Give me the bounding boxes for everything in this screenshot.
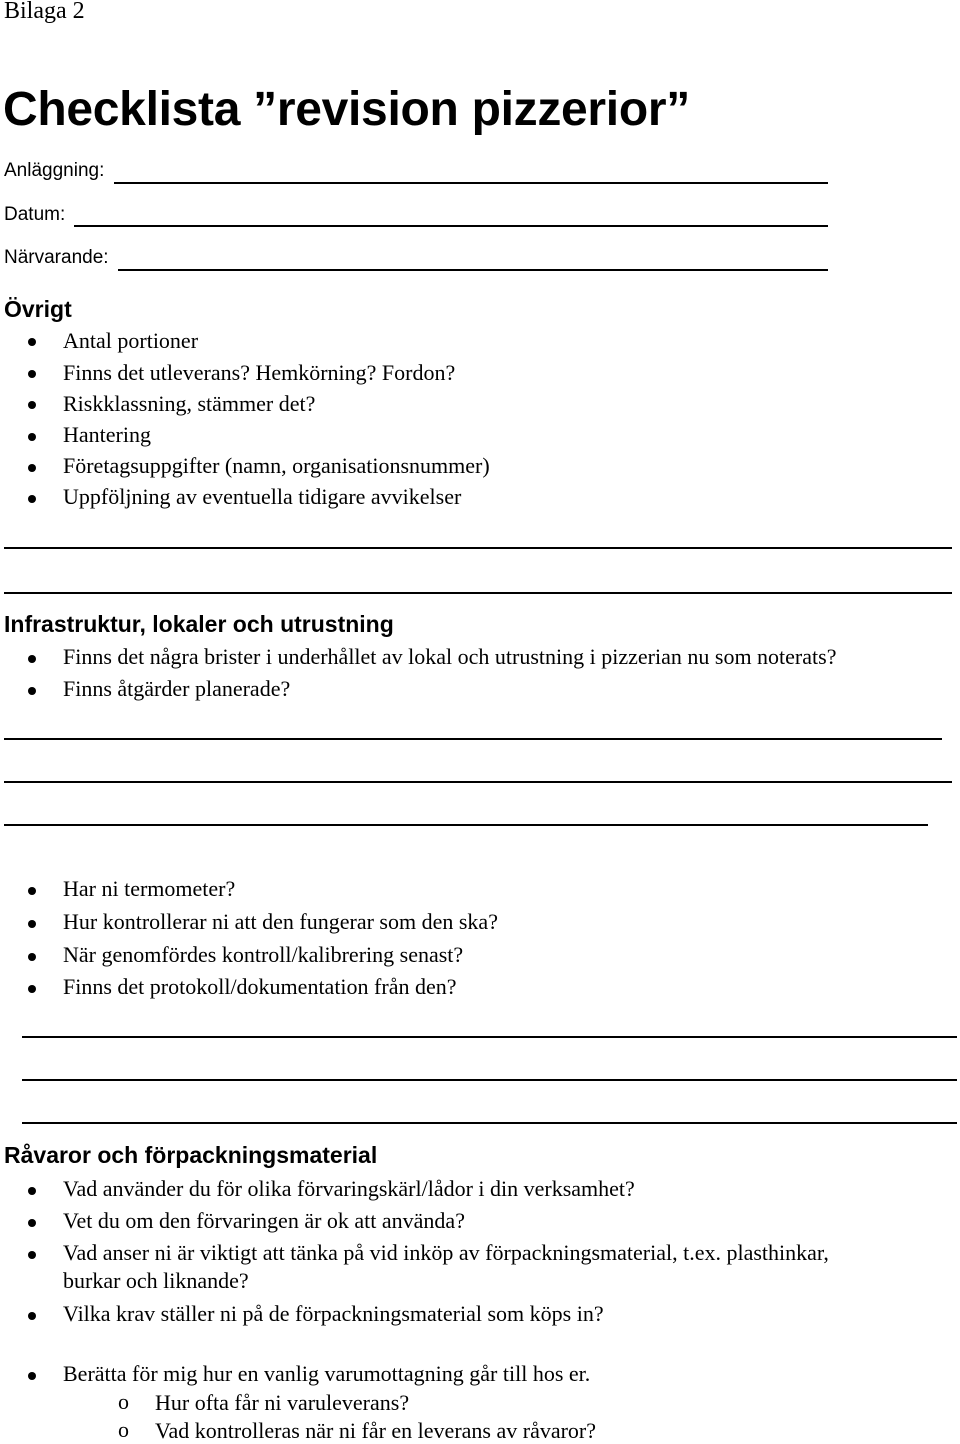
narvarande-field[interactable]	[118, 269, 828, 271]
list-item: Har ni termometer?	[63, 876, 236, 901]
list-item: Finns det protokoll/dokumentation från den?	[63, 974, 457, 999]
sub-bullet-icon: o	[118, 1389, 129, 1414]
notes-line[interactable]	[4, 547, 952, 549]
page-title: Checklista ”revision pizzerior”	[3, 83, 690, 136]
list-item: Hantering	[63, 422, 151, 447]
bullet-icon	[28, 401, 36, 409]
anlaggning-label: Anläggning:	[4, 160, 105, 181]
list-item: När genomfördes kontroll/kalibrering senast?	[63, 942, 464, 967]
list-item: Riskklassning, stämmer det?	[63, 391, 316, 416]
attachment-label: Bilaga 2	[4, 0, 85, 24]
notes-line[interactable]	[4, 781, 952, 783]
bullet-icon	[28, 370, 36, 378]
bullet-icon	[28, 1219, 36, 1227]
list-item-continuation: burkar och liknande?	[63, 1268, 249, 1293]
notes-line[interactable]	[4, 738, 942, 740]
section-heading-ovrigt: Övrigt	[4, 296, 72, 322]
bullet-icon	[28, 1251, 36, 1259]
datum-field[interactable]	[74, 225, 828, 227]
list-item: Finns åtgärder planerade?	[63, 676, 291, 701]
notes-line[interactable]	[4, 592, 952, 594]
sub-list-item: Vad kontrolleras när ni får en leverans av råvaror?	[155, 1418, 597, 1443]
list-item: Vad använder du för olika förvaringskärl/lådor i din verksamhet?	[63, 1176, 635, 1201]
list-item: Vilka krav ställer ni på de förpackningsmaterial som köps in?	[63, 1301, 604, 1326]
sub-list-item: Hur ofta får ni varuleverans?	[155, 1390, 410, 1415]
bullet-icon	[28, 1372, 36, 1380]
bullet-icon	[28, 920, 36, 928]
anlaggning-field[interactable]	[114, 182, 828, 184]
section-heading-infrastruktur: Infrastruktur, lokaler och utrustning	[4, 611, 394, 637]
datum-label: Datum:	[4, 204, 66, 225]
list-item: Antal portioner	[63, 328, 199, 353]
list-item: Hur kontrollerar ni att den fungerar som den ska?	[63, 909, 498, 934]
bullet-icon	[28, 655, 36, 663]
list-item: Finns det utleverans? Hemkörning? Fordon?	[63, 360, 456, 385]
bullet-icon	[28, 1187, 36, 1195]
list-item: Vad anser ni är viktigt att tänka på vid inköp av förpackningsmaterial, t.ex. plasthinkar,	[63, 1240, 829, 1265]
bullet-icon	[28, 887, 36, 895]
list-item: Vet du om den förvaringen är ok att använda?	[63, 1208, 465, 1233]
bullet-icon	[28, 985, 36, 993]
sub-bullet-icon: o	[118, 1417, 129, 1442]
notes-line[interactable]	[22, 1122, 957, 1124]
bullet-icon	[28, 953, 36, 961]
bullet-icon	[28, 433, 36, 441]
list-item: Berätta för mig hur en vanlig varumottagning går till hos er.	[63, 1361, 591, 1386]
narvarande-label: Närvarande:	[4, 247, 109, 268]
bullet-icon	[28, 338, 36, 346]
list-item: Finns det några brister i underhållet av lokal och utrustning i pizzerian nu som noterats?	[63, 644, 837, 669]
notes-line[interactable]	[22, 1036, 957, 1038]
list-item: Företagsuppgifter (namn, organisationsnummer)	[63, 453, 490, 478]
list-item: Uppföljning av eventuella tidigare avvikelser	[63, 484, 462, 509]
notes-line[interactable]	[4, 824, 928, 826]
bullet-icon	[28, 1312, 36, 1320]
notes-line[interactable]	[22, 1079, 957, 1081]
bullet-icon	[28, 464, 36, 472]
bullet-icon	[28, 687, 36, 695]
bullet-icon	[28, 495, 36, 503]
section-heading-ravaror: Råvaror och förpackningsmaterial	[4, 1142, 378, 1168]
